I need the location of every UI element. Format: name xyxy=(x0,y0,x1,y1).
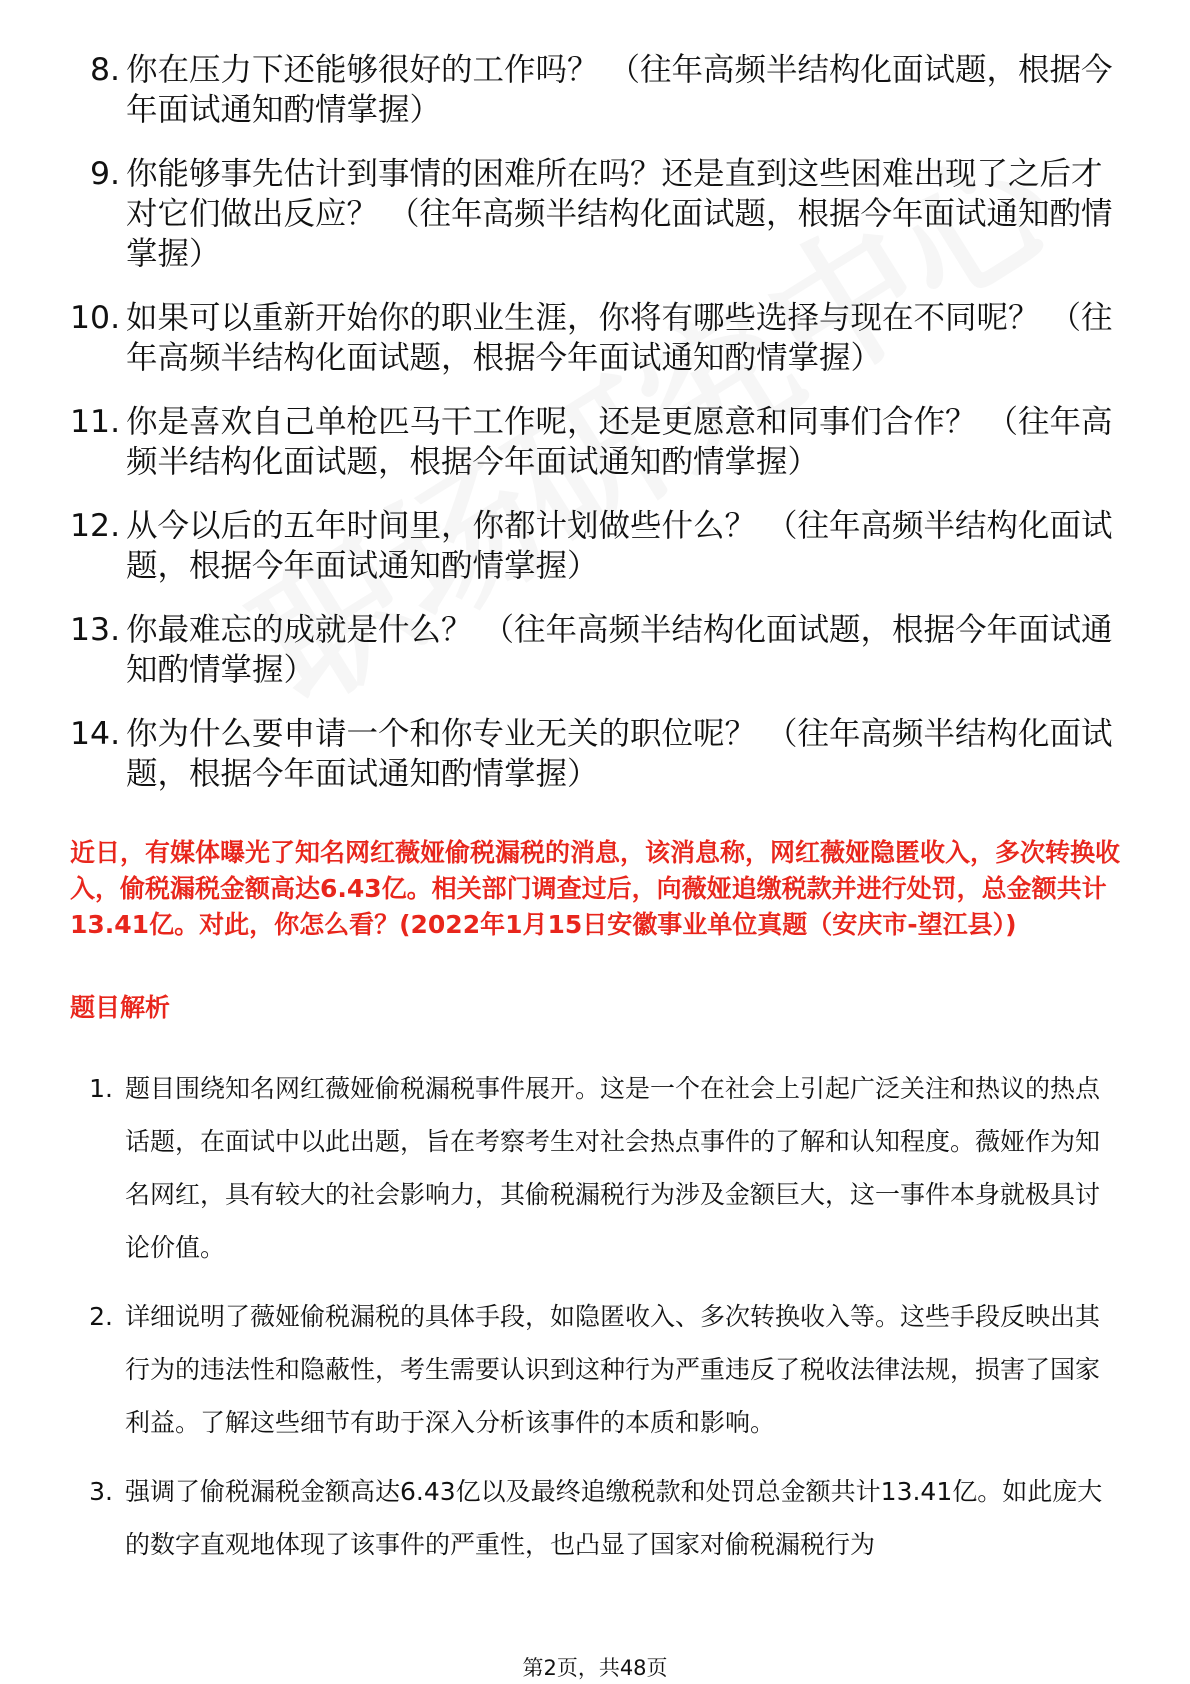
page-footer: 第2页，共48页 xyxy=(522,1656,668,1680)
section-title: 题目解析 xyxy=(70,993,171,1022)
list-item xyxy=(70,50,1120,130)
list-item xyxy=(85,1290,1120,1449)
item-number: 9. xyxy=(89,156,120,192)
item-number: 8. xyxy=(89,52,120,88)
list-item xyxy=(70,402,1120,482)
item-text: 你是喜欢自己单枪匹马干工作呢，还是更愿意和同事们合作？ （往年高频半结构化面试题，根据今年面试通知酌情掌握） xyxy=(126,404,1113,480)
item-text: 题目围绕知名网红薇娅偷税漏税事件展开。这是一个在社会上引起广泛关注和热议的热点话题，在面试中以此出题，旨在考察考生对社会热点事件的了解和认知程度。薇娅作为知名网红，具有较大的社会影响力，其偷税漏税行为涉及金额巨大，这一事件本身就极具讨论价值。 xyxy=(125,1074,1101,1262)
item-number: 3. xyxy=(89,1477,113,1506)
item-number: 14. xyxy=(70,716,121,752)
item-text: 从今以后的五年时间里，你都计划做些什么？ （往年高频半结构化面试题，根据今年面试通知酌情掌握） xyxy=(126,508,1113,584)
item-number: 10. xyxy=(70,300,121,336)
item-text: 如果可以重新开始你的职业生涯，你将有哪些选择与现在不同呢？ （往年高频半结构化面试题，根据今年面试通知酌情掌握） xyxy=(126,300,1113,376)
list-item xyxy=(85,1062,1120,1274)
list-item xyxy=(70,154,1120,274)
exam-topic: 近日，有媒体曝光了知名网红薇娅偷税漏税的消息，该消息称，网红薇娅隐匿收入，多次转换收入，偷税漏税金额高达6.43亿。相关部门调查过后，向薇娅追缴税款并进行处罚，总金额共计13.41亿。对此，你怎么看？(2022年1月15日安徽事业单位真题（安庆市-望江县）) xyxy=(70,838,1121,939)
list-item xyxy=(85,1465,1120,1571)
item-text: 你为什么要申请一个和你专业无关的职位呢？ （往年高频半结构化面试题，根据今年面试通知酌情掌握） xyxy=(126,716,1113,792)
list-item xyxy=(70,714,1120,794)
item-number: 12. xyxy=(70,508,121,544)
item-text: 你在压力下还能够很好的工作吗？ （往年高频半结构化面试题，根据今年面试通知酌情掌握） xyxy=(126,52,1113,128)
list-item xyxy=(70,298,1120,378)
item-number: 13. xyxy=(70,612,121,648)
list-item xyxy=(70,506,1120,586)
item-number: 1. xyxy=(89,1074,113,1103)
question-list xyxy=(70,50,1120,818)
item-number: 2. xyxy=(89,1302,113,1331)
item-text: 你能够事先估计到事情的困难所在吗？还是直到这些困难出现了之后才对它们做出反应？ （往年高频半结构化面试题，根据今年面试通知酌情掌握） xyxy=(126,156,1113,272)
analysis-list xyxy=(85,1062,1120,1587)
item-text: 你最难忘的成就是什么？ （往年高频半结构化面试题，根据今年面试通知酌情掌握） xyxy=(126,612,1113,688)
item-text: 详细说明了薇娅偷税漏税的具体手段，如隐匿收入、多次转换收入等。这些手段反映出其行为的违法性和隐蔽性，考生需要认识到这种行为严重违反了税收法律法规，损害了国家利益。了解这些细节有助于深入分析该事件的本质和影响。 xyxy=(125,1302,1101,1437)
item-number: 11. xyxy=(70,404,121,440)
item-text: 强调了偷税漏税金额高达6.43亿以及最终追缴税款和处罚总金额共计13.41亿。如此庞大的数字直观地体现了该事件的严重性，也凸显了国家对偷税漏税行为 xyxy=(125,1477,1103,1559)
list-item xyxy=(70,610,1120,690)
